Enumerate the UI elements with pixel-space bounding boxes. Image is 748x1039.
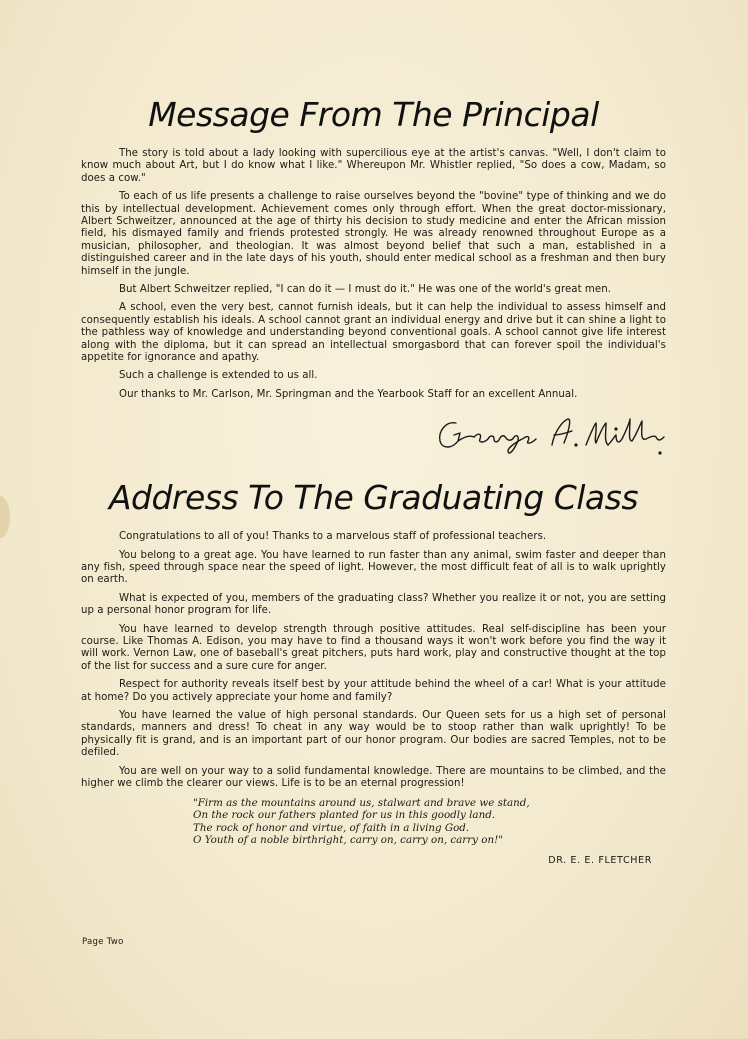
principal-message [81, 96, 666, 465]
principal-signature [434, 411, 670, 457]
address-paragraph-4: You have learned to develop strength through positive attitudes. Real self-discipline has been your course. Like Thomas A. Edison, you may have to find a thousand ways it won't work before you find the way it will work. Vernon Law, one of baseball's great pitchers, puts hard work, play and constructive thought at the top of the list for success and a sure cure for anger. [81, 623, 666, 672]
poem-line-1: "Firm as the mountains around us, stalwart and brave we stand, [193, 796, 530, 809]
principal-paragraph-5: Such a challenge is extended to us all. [119, 370, 318, 382]
principal-paragraph-4: A school, even the very best, cannot furnish ideals, but it can help the individual to assess himself and consequently establish his ideals. A school cannot grant an individual energy and drive but it can shine a light to the pathless way of knowledge and understanding beyond conventional goals. A school cannot give life interest along with the diploma, but it can spread an intellectual smorgasbord that can forever spoil the individual's appetite for ignorance and apathy. [81, 302, 666, 364]
poem-block [193, 797, 666, 847]
principal-paragraph-3: But Albert Schweitzer replied, "I can do it — I must do it." He was one of the world's great men. [119, 284, 611, 295]
principal-message-title: Message From The Principal [148, 95, 599, 134]
page-content [81, 96, 666, 866]
principal-paragraph-1: The story is told about a lady looking with supercilious eye at the artist's canvas. "Well, I don't claim to know much about Art, but I do know what I like." Whereupon Mr. Whistler replied, "So does a cow, Madam, so does a cow." [81, 147, 666, 184]
address-paragraph-3: What is expected of you, members of the graduating class? Whether you realize it or not, you are setting up a personal honor program for life. [81, 592, 666, 617]
poem-line-3: The rock of honor and virtue, of faith in a living God. [193, 821, 470, 834]
address-paragraph-2: You belong to a great age. You have learned to run faster than any animal, swim faster and deeper than any fish, speed through space near the speed of light. However, the most difficult feat of all is to walk uprightly on earth. [81, 549, 666, 586]
principal-paragraph-2: To each of us life presents a challenge to raise ourselves beyond the "bovine" type of thinking and we do this by intellectual development. Achievement comes only through effort. When the great doctor-missionary, Albert Schweitzer, announced at the age of thirty his decision to study medicine and enter the African mission field, his dismayed family and friends protested strongly. He was already renowned throughout Europe as a musician, philosopher, and theologian. It was almost beyond belief that such a man, established in a distinguished career and in the late days of his youth, should enter medical school as a freshman and then bury himself in the jungle. [81, 191, 666, 277]
page-number: Page Two [82, 937, 124, 947]
principal-paragraph-6: Our thanks to Mr. Carlson, Mr. Springman and the Yearbook Staff for an excellent Annual. [119, 388, 578, 400]
graduating-address [81, 479, 666, 866]
binder-hole [0, 496, 10, 538]
graduating-address-title: Address To The Graduating Class [108, 478, 639, 518]
poem-line-2: On the rock our fathers planted for us in this goodly land. [193, 809, 496, 822]
address-paragraph-5: Respect for authority reveals itself best by your attitude behind the wheel of a car! What is your attitude at home? Do you actively appreciate your home and family? [81, 679, 666, 703]
address-author: DR. E. E. FLETCHER [548, 854, 652, 866]
poem-line-4: O Youth of a noble birthright, carry on, carry on, carry on!" [193, 834, 503, 847]
signature-row [81, 407, 666, 465]
address-paragraph-7: You are well on your way to a solid fundamental knowledge. There are mountains to be climbed, and the higher we climb the clearer our views. Life is to be an eternal progression! [81, 765, 666, 790]
address-paragraph-6: You have learned the value of high personal standards. Our Queen sets for us a high set of personal standards, manners and dress! To cheat in any way would be to stoop rather than walk uprightly! To be physically fit is grand, and is an important part of our honor program. Our bodies are sacred Temples, not to be defiled. [81, 710, 666, 759]
address-paragraph-1: Congratulations to all of you! Thanks to a marvelous staff of professional teachers. [119, 531, 547, 543]
